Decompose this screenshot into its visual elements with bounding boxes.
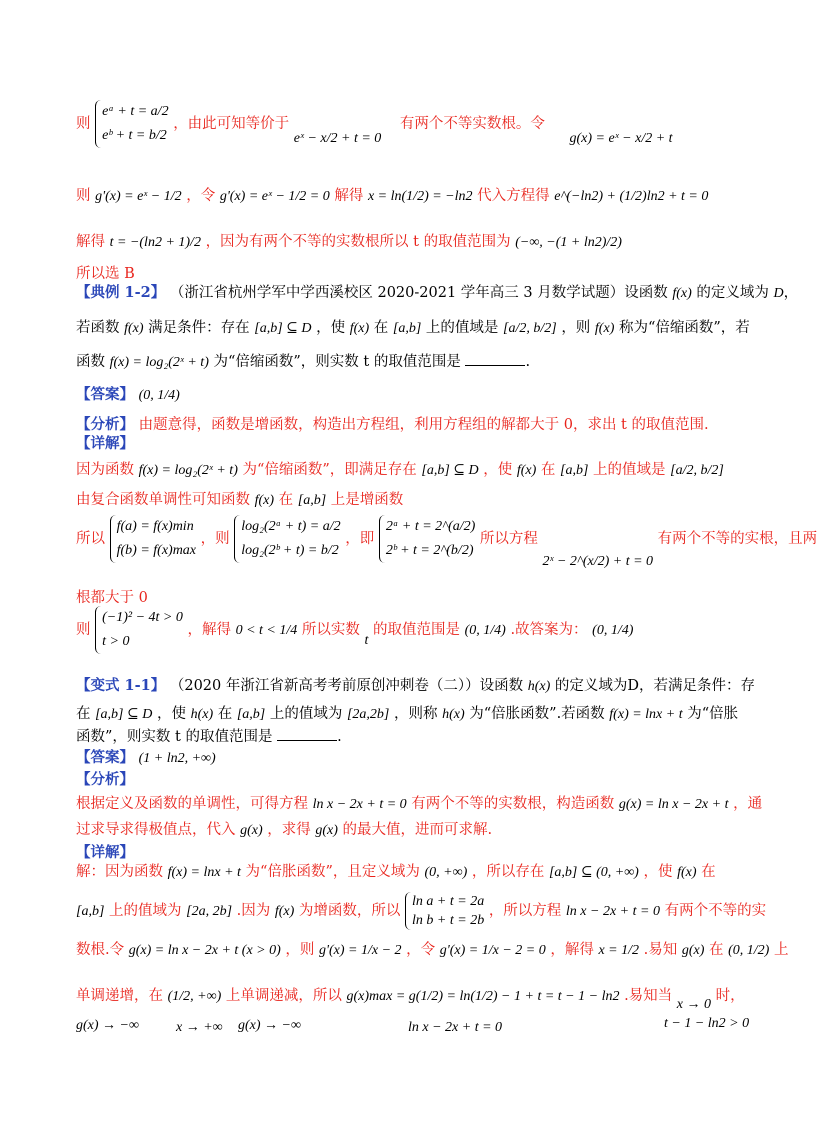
detail-1-1-line-1 bbox=[76, 862, 716, 883]
text: 函数 bbox=[76, 354, 105, 370]
text: 为“倍缩函数”，则实数 t 的取值范围是 bbox=[213, 354, 461, 370]
text: 时， bbox=[715, 988, 745, 1004]
detail-1-1-tag bbox=[76, 843, 134, 863]
answer-value: (1 + ln2, +∞) bbox=[138, 751, 216, 766]
text: ，使 bbox=[316, 320, 346, 336]
text: 由复合函数单调性可知函数 bbox=[76, 492, 250, 508]
detail-1-2-tag bbox=[76, 434, 134, 454]
answer-tag: 【答案】 bbox=[76, 386, 134, 403]
text: 若函数 bbox=[76, 320, 120, 336]
equation-system bbox=[110, 515, 196, 563]
text: .易知 bbox=[643, 942, 678, 958]
equation: e^(−ln2) + (1/2)ln2 + t = 0 bbox=[554, 189, 709, 204]
detail-1-1-line-2 bbox=[76, 892, 766, 930]
text: ，令 bbox=[406, 942, 436, 958]
text: 所以方程 bbox=[479, 531, 538, 547]
equation: log₂(2ᵃ + t) = a/2 bbox=[241, 519, 341, 534]
equation: eᵇ + t = b/2 bbox=[102, 128, 167, 143]
equation: f(x) bbox=[124, 321, 144, 336]
equation: 2ᵇ + t = 2^(b/2) bbox=[385, 543, 474, 558]
equation: g(x) = eˣ − x/2 + t bbox=[569, 131, 673, 146]
text: 上的值域是 bbox=[425, 320, 499, 336]
equation: f(b) = f(x)max bbox=[116, 543, 197, 558]
text: ，使 bbox=[156, 706, 186, 722]
text: 上的值域为 bbox=[109, 903, 182, 919]
text: ，则称 bbox=[393, 706, 438, 722]
text: 则 bbox=[76, 622, 91, 638]
text: （浙江省杭州学军中学西溪校区 2020-2021 学年高三 3 月数学试题）设函数 bbox=[169, 285, 668, 301]
equation: ln a + t = 2a bbox=[412, 894, 485, 909]
equation: [a,b] ⊆ D bbox=[421, 463, 479, 478]
text: 在 bbox=[278, 492, 294, 508]
text: .故答案为： bbox=[510, 622, 588, 638]
detail-1-2-line-2 bbox=[76, 490, 403, 511]
equation: 2ᵃ + t = 2^(a/2) bbox=[385, 519, 476, 534]
equation: [a/2, b/2] bbox=[503, 321, 557, 336]
equation: f(x) bbox=[594, 321, 615, 336]
text: （2020 年浙江省新高考考前原创冲刺卷（二））设函数 bbox=[169, 678, 524, 694]
equation: x = 1/2 bbox=[598, 943, 640, 958]
text: 在 bbox=[709, 942, 724, 958]
equation: D bbox=[773, 286, 784, 301]
equation: g(x) = ln x − 2x + t bbox=[618, 797, 729, 812]
detail-1-2-line-1 bbox=[76, 460, 724, 481]
solution-line-3 bbox=[76, 232, 622, 253]
equation: eᵃ + t = a/2 bbox=[102, 104, 169, 119]
text: 有两个不等实数根。令 bbox=[399, 116, 545, 132]
text: ，所以存在 bbox=[471, 864, 545, 880]
text: 解：因为函数 bbox=[76, 864, 163, 880]
equation: g'(x) = 1/x − 2 bbox=[319, 943, 402, 958]
equation-system bbox=[95, 606, 183, 654]
text: ，所以方程 bbox=[488, 903, 562, 919]
equation: g'(x) = 1/x − 2 = 0 bbox=[439, 943, 546, 958]
answer-1-1 bbox=[76, 748, 216, 769]
equation: [2a, 2b] bbox=[186, 904, 233, 919]
equation: g'(x) = eˣ − 1/2 bbox=[95, 189, 182, 204]
equation: f(x) bbox=[677, 865, 697, 880]
detail-1-1-line-4 bbox=[76, 986, 745, 1012]
text: ，则 bbox=[561, 320, 591, 336]
text: 则 bbox=[76, 116, 91, 132]
equation: (1/2, +∞) bbox=[167, 989, 222, 1004]
equation: 0 < t < 1/4 bbox=[235, 623, 298, 638]
equation: (−1)² − 4t > 0 bbox=[102, 610, 183, 625]
equation: f(x) bbox=[672, 286, 692, 301]
equation: h(x) bbox=[190, 707, 214, 722]
analysis-1-1-tag bbox=[76, 770, 134, 790]
text: 在 bbox=[373, 320, 389, 336]
text: 的取值范围是 bbox=[373, 622, 460, 638]
equation: [2a,2b] bbox=[346, 707, 390, 722]
equation: [a,b] ⊆ D bbox=[95, 707, 153, 722]
variant-1-1-line-3 bbox=[76, 727, 342, 747]
equation: g(x) bbox=[240, 823, 263, 838]
equation: h(x) bbox=[442, 707, 465, 722]
equation: [a,b] bbox=[236, 707, 266, 722]
equation: g(x) = ln x − 2x + t (x > 0) bbox=[128, 943, 281, 958]
text: 函数”，则实数 t 的取值范围是 bbox=[76, 729, 273, 745]
equation: eˣ − x/2 + t = 0 bbox=[293, 131, 382, 146]
equation: t = −(ln2 + 1)/2 bbox=[109, 235, 201, 250]
text: ，则 bbox=[285, 942, 315, 958]
variant-1-1-line-1 bbox=[76, 676, 755, 697]
text: ，解得 bbox=[187, 622, 231, 638]
equation-system bbox=[405, 892, 484, 930]
text: 根据定义及函数的单调性，可得方程 bbox=[76, 796, 308, 812]
equation: f(x) = lnx + t bbox=[609, 707, 683, 722]
equation: g(x) → −∞ bbox=[238, 1018, 301, 1033]
text: 在 bbox=[76, 706, 91, 722]
text: ，则 bbox=[200, 531, 230, 547]
equation: g(x) bbox=[681, 943, 705, 958]
equation-system bbox=[379, 515, 475, 563]
equation-system bbox=[95, 100, 168, 148]
text: 上的值域是 bbox=[593, 462, 666, 478]
equation: 2ˣ − 2^(x/2) + t = 0 bbox=[542, 554, 654, 569]
text: .易知当 bbox=[624, 988, 673, 1004]
text: ，使 bbox=[643, 864, 673, 880]
text: 因为函数 bbox=[76, 462, 134, 478]
equation: (−∞, −(1 + ln2)/2) bbox=[515, 235, 622, 250]
variant-tag: 【变式 1-1】 bbox=[76, 677, 166, 694]
equation: g(x)max = g(1/2) = ln(1/2) − 1 + t = t − 1 − ln2 bbox=[346, 989, 620, 1004]
equation: f(x) bbox=[349, 321, 370, 336]
analysis-tag: 【分析】 bbox=[76, 416, 134, 433]
equation: (0, 1/4) bbox=[592, 623, 634, 638]
text: ，即 bbox=[345, 531, 375, 547]
text: ，求得 bbox=[267, 822, 311, 838]
text: 上 bbox=[773, 942, 789, 958]
text: 上是增函数 bbox=[330, 492, 404, 508]
example-1-2-line-3 bbox=[76, 352, 530, 373]
text: 所以实数 bbox=[301, 622, 360, 638]
equation: f(x) = log₂(2ˣ + t) bbox=[109, 355, 209, 370]
equation: [a,b] bbox=[392, 321, 422, 336]
equation: (0, 1/4) bbox=[464, 623, 506, 638]
variant-1-1-line-2 bbox=[76, 704, 738, 725]
equation: ln x − 2x + t = 0 bbox=[312, 797, 407, 812]
detail-tag: 【详解】 bbox=[76, 435, 134, 452]
solution-line-2 bbox=[76, 186, 708, 207]
text: 称为“倍缩函数”，若 bbox=[618, 320, 750, 336]
answer-blank bbox=[277, 728, 337, 741]
equation: f(a) = f(x)min bbox=[116, 519, 194, 534]
text: 数根.令 bbox=[76, 942, 125, 958]
text: ，由此可知等价于 bbox=[173, 116, 290, 132]
equation: (0, 1/2) bbox=[728, 943, 770, 958]
text: 在 bbox=[701, 864, 716, 880]
solution-conclusion: 所以选 B bbox=[76, 266, 135, 282]
text: 的定义域为 bbox=[696, 285, 769, 301]
equation: f(x) bbox=[254, 493, 275, 508]
text: 满足条件：存在 bbox=[148, 320, 250, 336]
analysis-1-1-line-1 bbox=[76, 794, 762, 815]
text: .因为 bbox=[236, 903, 271, 919]
equation: g'(x) = eˣ − 1/2 = 0 bbox=[219, 189, 330, 204]
text: . bbox=[337, 729, 342, 745]
text: 单调递增，在 bbox=[76, 988, 163, 1004]
text: 的定义域为D，若满足条件：存 bbox=[554, 678, 756, 694]
equation: t − 1 − ln2 > 0 bbox=[664, 1016, 750, 1031]
answer-1-2 bbox=[76, 385, 180, 406]
equation: [a,b] ⊆ (0, +∞) bbox=[548, 865, 639, 880]
equation: x → 0 bbox=[676, 997, 712, 1012]
text: 由题意得，函数是增函数，构造出方程组，利用方程组的解都大于 0，求出 t 的取值范围. bbox=[138, 417, 709, 433]
equation: x = ln(1/2) = −ln2 bbox=[367, 189, 473, 204]
answer-blank bbox=[465, 353, 525, 366]
text: 为“倍缩函数”，即满足存在 bbox=[242, 462, 417, 478]
equation: [a,b] bbox=[76, 904, 105, 919]
analysis-tag: 【分析】 bbox=[76, 771, 134, 788]
equation: ln x − 2x + t = 0 bbox=[408, 1020, 503, 1035]
example-tag: 【典例 1-2】 bbox=[76, 284, 166, 301]
equation: [a,b] bbox=[297, 493, 327, 508]
equation: (0, +∞) bbox=[424, 865, 468, 880]
text: 的最大值，进而可求解. bbox=[342, 822, 493, 838]
equation: ln b + t = 2b bbox=[412, 913, 485, 928]
text: 代入方程得 bbox=[477, 188, 550, 204]
equation: log₂(2ᵇ + t) = b/2 bbox=[241, 543, 339, 558]
text: . bbox=[525, 354, 531, 370]
text: 所以 bbox=[76, 531, 105, 547]
equation: t > 0 bbox=[102, 634, 130, 649]
text: 解得 bbox=[76, 234, 105, 250]
equation: [a/2, b/2] bbox=[670, 463, 724, 478]
text: ，通 bbox=[733, 796, 763, 812]
text: 则 bbox=[76, 188, 91, 204]
text: 为增函数，所以 bbox=[298, 903, 401, 919]
equation: g(x) → −∞ bbox=[76, 1018, 139, 1033]
text: 为“倍胀 bbox=[687, 706, 739, 722]
text: ，解得 bbox=[550, 942, 594, 958]
text: 在 bbox=[540, 462, 556, 478]
detail-1-1-line-3 bbox=[76, 940, 788, 961]
equation: f(x) = lnx + t bbox=[167, 865, 241, 880]
text: 为“倍胀函数”，且定义域为 bbox=[245, 864, 420, 880]
text: 有两个不等的实数根，构造函数 bbox=[411, 796, 615, 812]
equation: h(x) bbox=[527, 679, 551, 694]
text: 有两个不等的实根，且两 bbox=[657, 531, 817, 547]
text: 过求导求得极值点，代入 bbox=[76, 822, 236, 838]
detail-1-2-line-3 bbox=[76, 515, 817, 569]
answer-tag: 【答案】 bbox=[76, 749, 134, 766]
text: 在 bbox=[217, 706, 233, 722]
equation: [a,b] ⊆ D bbox=[254, 321, 312, 336]
equation-system bbox=[234, 515, 340, 563]
text: 为“倍胀函数”.若函数 bbox=[469, 706, 605, 722]
text: ，因为有两个不等的实数根所以 t 的取值范围为 bbox=[205, 234, 511, 250]
equation: ln x − 2x + t = 0 bbox=[565, 904, 660, 919]
equation: f(x) bbox=[516, 463, 537, 478]
detail-1-2-line-4: 根都大于 0 bbox=[76, 590, 148, 606]
example-1-2-line-2 bbox=[76, 318, 750, 339]
detail-tag: 【详解】 bbox=[76, 844, 134, 861]
text: 上的值域为 bbox=[269, 706, 343, 722]
text: 解得 bbox=[334, 188, 364, 204]
equation: g(x) bbox=[315, 823, 338, 838]
equation: t bbox=[364, 633, 369, 648]
text: 有两个不等的实 bbox=[664, 903, 767, 919]
text: ，令 bbox=[186, 188, 216, 204]
equation: f(x) = log₂(2ˣ + t) bbox=[138, 463, 238, 478]
analysis-1-2 bbox=[76, 415, 709, 435]
example-1-2-line-1: 【典例 1-2】 （浙江省杭州学军中学西溪校区 2020-2021 学年高三 3 月数学试题）设函数 f(x) 的定义域为 D， bbox=[76, 284, 799, 301]
solution-line-1 bbox=[76, 100, 673, 148]
equation: f(x) bbox=[274, 904, 295, 919]
analysis-1-1-line-2 bbox=[76, 820, 492, 841]
equation: [a,b] bbox=[560, 463, 589, 478]
equation: x → +∞ bbox=[176, 1020, 223, 1035]
detail-1-2-line-5 bbox=[76, 606, 633, 654]
text: 上单调递减，所以 bbox=[225, 988, 342, 1004]
text: ，使 bbox=[483, 462, 513, 478]
answer-value: (0, 1/4) bbox=[138, 388, 180, 403]
